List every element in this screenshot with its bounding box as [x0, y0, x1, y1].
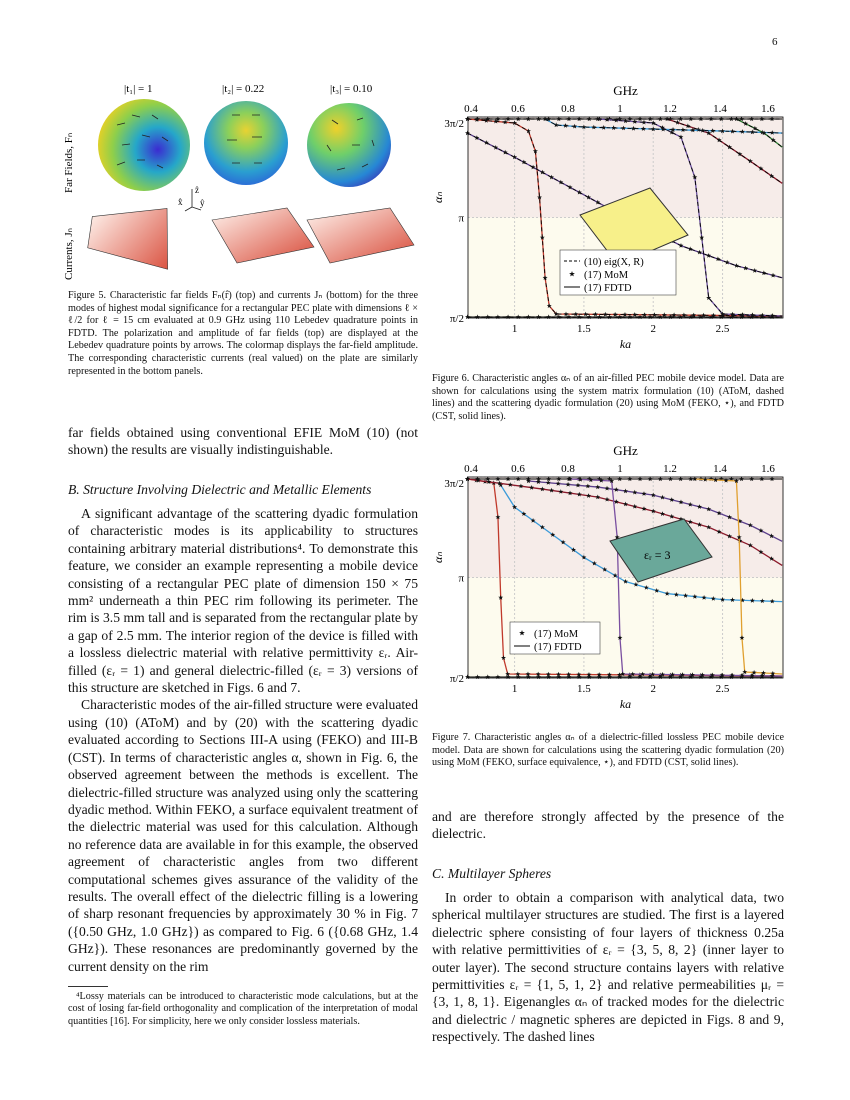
legend-label: (17) MoM	[534, 629, 579, 640]
figure-5	[62, 75, 422, 285]
fig5-ylabel-currents: Currents, Jₙ	[63, 227, 75, 280]
top-tick-label: 1.6	[761, 463, 775, 475]
legend-label: (17) FDTD	[534, 642, 582, 653]
figure-5-caption: Figure 5. Characteristic far fields Fₙ(r̂) (top) and currents Jₙ (bottom) for the three modes of highest modal significance for a rectangular PEC plate with dimensions ℓ × ℓ/2 for ℓ = 15 cm evaluated at 0.9 GHz using 110 Lebedev quadrature points in FDTD. The polarization and amplitude of far fields (top) are displayed at the Lebedev quadrature points by arrows. The colormap displays the far-field amplitude. The corresponding characteristic currents (real valued) on the plate are similarly represented in the bottom panels.	[68, 290, 418, 377]
epsilon-label: εᵣ = 3	[644, 548, 671, 562]
right-continuation: and are therefore strongly affected by the presence of the dielectric.	[432, 809, 784, 842]
left-body	[68, 505, 418, 975]
current-plate-2	[212, 208, 314, 263]
y-axis-label: αₙ	[431, 191, 445, 204]
figure-7-caption: Figure 7. Characteristic angles αₙ of a dielectric-filled lossless PEC mobile device model. Data are shown for calculations using the scattering dyadic formulation (20) using MoM (FEKO, surface equivalence, ⋆), and FDTD (CST, solid lines).	[432, 732, 784, 769]
top-tick-label: 0.6	[511, 463, 525, 475]
top-tick-label: 1	[617, 463, 623, 475]
footnote: ⁴Lossy materials can be introduced to characteristic mode calculations, but at the cost of losing far-field orthogonality and complication of the interpretation of modal quantities [16]. For simplicity, here we only consider lossless materials.	[68, 991, 418, 1027]
figure-6-chart	[430, 75, 790, 370]
x-axis-label: ka	[619, 337, 632, 351]
y-tick-label: π	[458, 212, 464, 225]
y-axis-label: ŷ	[200, 198, 205, 208]
fig5-title-2: |t₂| = 0.22	[222, 83, 265, 95]
top-tick-label: 1.4	[713, 463, 727, 475]
current-plate-3	[307, 208, 414, 263]
y-axis-label: αₙ	[431, 551, 445, 564]
y-tick-label: 3π/2	[444, 118, 464, 130]
top-tick-label: 0.8	[561, 463, 575, 475]
top-tick-label: 0.8	[561, 103, 575, 115]
fig5-title-3: |t₃| = 0.10	[330, 83, 373, 95]
x-tick-label: 2	[650, 323, 656, 335]
x-tick-label: 2.5	[715, 683, 730, 695]
figure-7-chart	[430, 435, 790, 730]
section-heading-c: C. Multilayer Spheres	[432, 866, 552, 881]
top-tick-label: 0.4	[464, 103, 478, 115]
fig5-title-1: |t₁| = 1	[124, 83, 153, 95]
x-tick-label: 1	[511, 323, 518, 335]
x-tick-label: 1.5	[577, 683, 591, 695]
paragraph: In order to obtain a comparison with analytical data, two spherical multilayer structures are studied. The first is a layered dielectric sphere consisting of four layers of thickness 0.25a with relative permittivities of εᵣ = {3, 5, 8, 2} (inner layer to outer layer). The second structure contains layers with relative permittivities εᵣ = {1, 5, 1, 2} and relative permeabilities μᵣ = {3, 1, 8, 1}. Eigenangles αₙ of tracked modes for the dielectric and dielectric / magnetic spheres are depicted in Figs. 8 and 9, respectively. The dashed lines	[432, 890, 784, 1045]
top-tick-label: 1.4	[713, 103, 727, 115]
footnote-divider	[68, 986, 108, 987]
x-tick-label: 2.5	[715, 323, 730, 335]
far-field-sphere-3	[307, 103, 391, 187]
page-number: 6	[772, 36, 778, 48]
x-tick-label: 1.5	[577, 323, 591, 335]
top-tick-label: 1.6	[761, 103, 775, 115]
axes-triad	[178, 185, 205, 211]
z-axis-label: ẑ	[195, 185, 199, 195]
figure-5-graphic	[62, 75, 422, 285]
x-tick-label: 2	[650, 683, 656, 695]
y-tick-label: π/2	[449, 313, 464, 325]
top-tick-label: 1.2	[663, 103, 677, 115]
x-axis-label: x̂	[178, 197, 183, 207]
paragraph: Characteristic modes of the air-filled structure were evaluated using (10) (AToM) and by (20) with the scattering dyadic evaluated according to Sections III-A using (FEKO) and III-B (CST). In terms of characteristic angles α, shown in Fig. 6, the observed agreement between the methods is excellent. The dielectric-filled structure was analyzed using only the scattering dyadic method. Within FEKO, a surface equivalent treatment of the dielectric material was used for this calculation. Although no reference data are available in for this example, the observed agreement of characteristic angles from two different computational schemes gives assurance of the validity of the results. The overall effect of the dielectric filling is a lowering of sharp resonant frequencies by approximately 30 % in Fig. 7 ({0.50 GHz, 1.0 GHz}) as compared to Fig. 6 ({0.68 GHz, 1.4 GHz}). These resonances are predominantly governed by the current density on the rim	[68, 697, 418, 974]
top-axis-title: GHz	[613, 83, 638, 98]
left-continuation: far fields obtained using conventional EFIE MoM (10) (not shown) the results are visually indistinguishable.	[68, 425, 418, 458]
y-tick-label: 3π/2	[444, 478, 464, 490]
y-tick-label: π	[458, 572, 464, 585]
right-body	[432, 889, 784, 1046]
top-tick-label: 1.2	[663, 463, 677, 475]
fig5-ylabel-farfields: Far Fields, Fₙ	[63, 132, 75, 193]
top-tick-label: 0.6	[511, 103, 525, 115]
x-tick-label: 1	[511, 683, 518, 695]
far-field-sphere-1	[98, 99, 190, 191]
top-tick-label: 1	[617, 103, 623, 115]
y-tick-label: π/2	[449, 673, 464, 685]
paragraph: A significant advantage of the scattering dyadic formulation of characteristic modes is its applicability to structures containing arbitrary material distributions⁴. To demonstrate this feature, we consider an example representing a mobile device consisting of a rectangular PEC plate of dimension 150 × 75 mm² underneath a thin PEC rim following its perimeter. The rim is 3.5 mm tall and is separated from the rectangular plate by a gap of 2.5 mm. The interior region of the device is filled with a lossless dielectric material with relative permittivity εᵣ. Air-filled (εᵣ = 1) and general dielectric-filled (εᵣ = 3) versions of this structure are sketched in Figs. 6 and 7.	[68, 506, 418, 696]
x-axis-label: ka	[619, 697, 632, 711]
legend-label: (17) MoM	[584, 270, 629, 281]
top-tick-label: 0.4	[464, 463, 478, 475]
far-field-sphere-2	[204, 101, 288, 185]
section-heading-b: B. Structure Involving Dielectric and Metallic Elements	[68, 482, 372, 497]
top-axis-title: GHz	[613, 443, 638, 458]
figure-6-caption: Figure 6. Characteristic angles αₙ of an air-filled PEC mobile device model. Data are shown for calculations using the system matrix formulation (10) (AToM, dashed lines) and the scattering dyadic formulation (20) using MoM (FEKO, ⋆), and FDTD (CST, solid lines).	[432, 373, 784, 422]
legend-label: (17) FDTD	[584, 283, 632, 294]
legend-label: (10) eig(X, R)	[584, 257, 644, 268]
current-plate-1	[82, 204, 177, 283]
